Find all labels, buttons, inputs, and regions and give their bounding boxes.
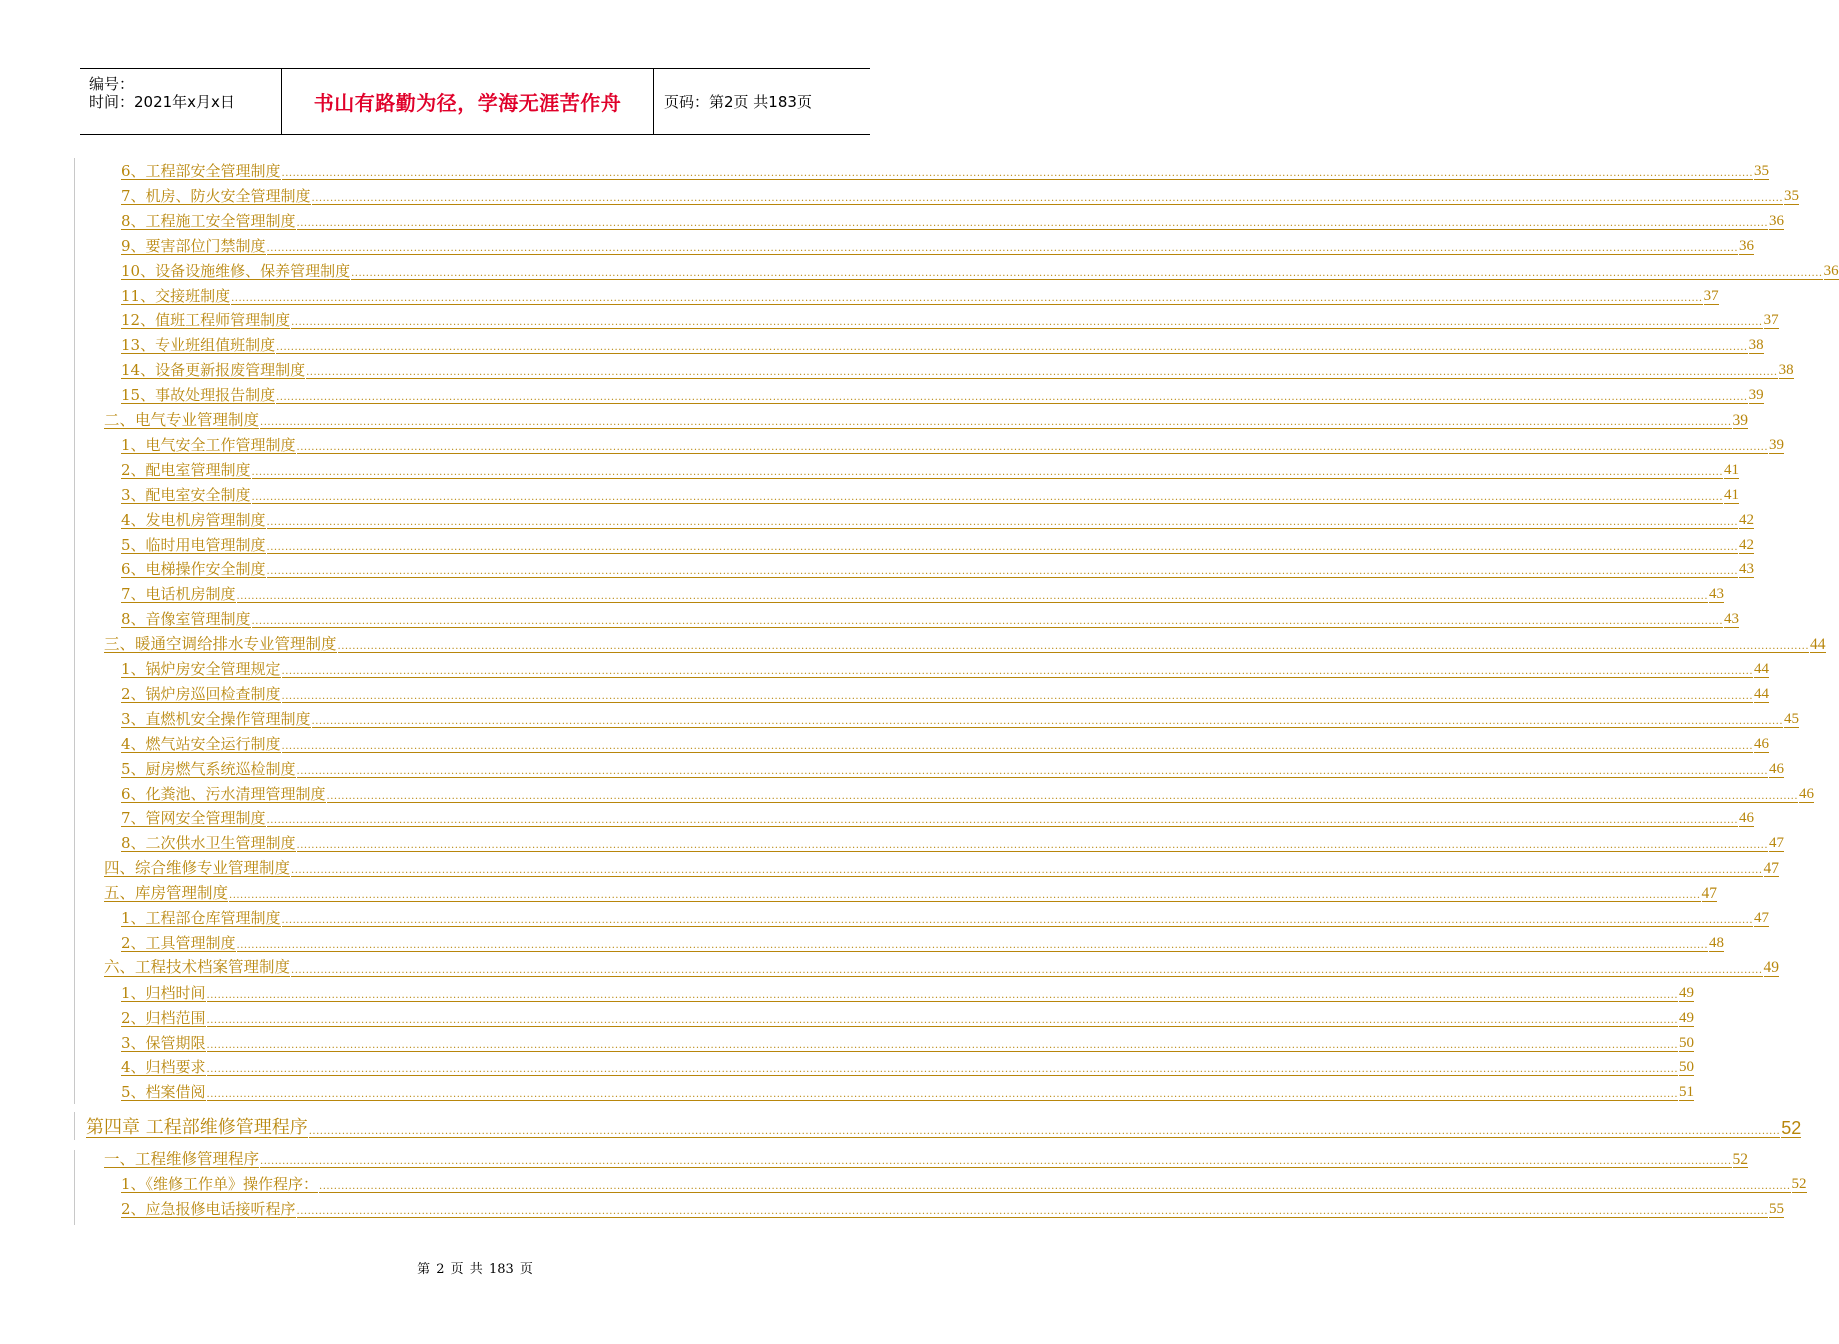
toc-entry-title: 4、归档要求 xyxy=(121,1058,206,1077)
left-margin-rule xyxy=(74,158,75,1104)
toc-entry-page: 52 xyxy=(1791,1176,1807,1193)
toc-leader-dots: ................................................................................................................................................................................................................................................................................................................................................................................................................ xyxy=(206,1014,1679,1026)
toc-entry-page: 49 xyxy=(1679,984,1695,1001)
time-label: 时间：2021年x月x日 xyxy=(89,93,235,111)
toc-entry-title: 二、电气专业管理制度 xyxy=(104,410,260,429)
toc-entry-title: 1、锅炉房安全管理规定 xyxy=(121,660,281,678)
footer-total-pages: 183 xyxy=(488,1262,514,1277)
toc-leader-dots: ................................................................................................................................................................................................................................................................................................................................................................................................................ xyxy=(281,666,1754,677)
toc-entry-page: 46 xyxy=(1754,735,1770,752)
toc-entry[interactable] xyxy=(121,1174,1807,1194)
toc-entry-page: 38 xyxy=(1778,362,1794,379)
toc-entry-page: 39 xyxy=(1732,411,1748,429)
toc-entry[interactable] xyxy=(104,958,1779,977)
toc-leader-dots: ................................................................................................................................................................................................................................................................................................................................................................................................................ xyxy=(260,417,1732,428)
toc-entry-title: 2、配电室管理制度 xyxy=(121,460,251,479)
toc-entry[interactable] xyxy=(121,510,1755,529)
toc-entry-title: 11、交接班制度 xyxy=(121,286,231,305)
serial-label: 编号： xyxy=(89,75,135,93)
toc-entry[interactable] xyxy=(121,784,1815,803)
toc-leader-dots: ................................................................................................................................................................................................................................................................................................................................................................................................................ xyxy=(251,491,1724,503)
toc-leader-dots: ................................................................................................................................................................................................................................................................................................................................................................................................................ xyxy=(236,939,1709,951)
toc-entry-title: 5、档案借阅 xyxy=(121,1083,206,1102)
toc-entry-page: 47 xyxy=(1701,884,1717,902)
left-margin-rule xyxy=(74,1112,75,1140)
toc-leader-dots: ................................................................................................................................................................................................................................................................................................................................................................................................................ xyxy=(311,715,1784,727)
toc-leader-dots: ................................................................................................................................................................................................................................................................................................................................................................................................................ xyxy=(231,292,1703,304)
toc-leader-dots: ................................................................................................................................................................................................................................................................................................................................................................................................................ xyxy=(296,840,1769,852)
toc-entry[interactable] xyxy=(121,559,1755,579)
toc-leader-dots: ................................................................................................................................................................................................................................................................................................................................................................................................................ xyxy=(266,566,1739,578)
footer-page-number: 2 xyxy=(436,1262,445,1277)
toc-entry-title: 7、机房、防火安全管理制度 xyxy=(121,186,311,205)
toc-entry[interactable] xyxy=(121,734,1770,753)
toc-leader-dots: ................................................................................................................................................................................................................................................................................................................................................................................................................ xyxy=(281,915,1754,926)
toc-entry[interactable] xyxy=(121,584,1725,604)
toc-entry[interactable] xyxy=(121,385,1764,405)
toc-entry-title: 8、工程施工安全管理制度 xyxy=(121,211,296,230)
toc-entry[interactable] xyxy=(121,286,1719,305)
toc-entry[interactable] xyxy=(121,1008,1695,1027)
toc-entry-page: 45 xyxy=(1784,710,1800,727)
toc-entry-page: 44 xyxy=(1754,661,1770,677)
footer-ye: 页 xyxy=(519,1262,533,1277)
toc-leader-dots: ................................................................................................................................................................................................................................................................................................................................................................................................................ xyxy=(236,591,1709,603)
toc-entry-page: 46 xyxy=(1739,810,1755,827)
toc-entry-title: 5、临时用电管理制度 xyxy=(121,535,266,554)
toc-leader-dots: ................................................................................................................................................................................................................................................................................................................................................................................................................ xyxy=(266,516,1739,528)
toc-entry-page: 35 xyxy=(1784,187,1800,204)
toc-entry-page: 36 xyxy=(1823,262,1839,279)
toc-leader-dots: ................................................................................................................................................................................................................................................................................................................................................................................................................ xyxy=(291,317,1763,329)
toc-leader-dots: ................................................................................................................................................................................................................................................................................................................................................................................................................ xyxy=(206,989,1679,1001)
toc-entry-page: 43 xyxy=(1724,611,1740,628)
toc-entry-title: 五、库房管理制度 xyxy=(104,883,229,902)
toc-entry[interactable] xyxy=(86,1116,1802,1139)
toc-entry[interactable] xyxy=(121,460,1740,479)
toc-entry[interactable] xyxy=(104,634,1826,653)
toc-entry-page: 46 xyxy=(1769,760,1785,777)
toc-entry[interactable] xyxy=(104,858,1779,877)
toc-entry-page: 38 xyxy=(1748,337,1764,354)
toc-entry-title: 2、工具管理制度 xyxy=(121,933,236,952)
toc-leader-dots: ................................................................................................................................................................................................................................................................................................................................................................................................................ xyxy=(281,168,1754,179)
toc-leader-dots: ................................................................................................................................................................................................................................................................................................................................................................................................................ xyxy=(296,765,1769,777)
toc-entry[interactable] xyxy=(121,261,1839,280)
toc-entry-title: 8、音像室管理制度 xyxy=(121,610,251,629)
toc-entry[interactable] xyxy=(121,659,1770,678)
toc-entry-page: 51 xyxy=(1679,1084,1695,1101)
toc-entry-title: 三、暖通空调给排水专业管理制度 xyxy=(104,634,337,653)
toc-entry-page: 55 xyxy=(1769,1201,1785,1217)
toc-entry-title: 10、设备设施维修、保养管理制度 xyxy=(121,261,351,280)
toc-entry-title: 一、工程维修管理程序 xyxy=(104,1149,260,1168)
toc-entry-title: 1、电气安全工作管理制度 xyxy=(121,435,296,454)
toc-entry-title: 7、管网安全管理制度 xyxy=(121,809,266,828)
toc-entry-page: 52 xyxy=(1781,1118,1802,1139)
toc-entry[interactable] xyxy=(121,186,1800,205)
toc-entry-page: 46 xyxy=(1799,785,1815,802)
toc-entry-page: 41 xyxy=(1724,461,1740,478)
toc-entry[interactable] xyxy=(121,435,1785,454)
toc-leader-dots: ................................................................................................................................................................................................................................................................................................................................................................................................................ xyxy=(266,242,1739,254)
toc-entry-page: 47 xyxy=(1754,910,1770,926)
toc-entry-page: 49 xyxy=(1763,959,1779,977)
toc-leader-dots: ................................................................................................................................................................................................................................................................................................................................................................................................................ xyxy=(326,790,1799,802)
toc-leader-dots: ................................................................................................................................................................................................................................................................................................................................................................................................................ xyxy=(281,690,1754,702)
toc-leader-dots: ................................................................................................................................................................................................................................................................................................................................................................................................................ xyxy=(351,267,1823,279)
toc-entry-title: 7、电话机房制度 xyxy=(121,585,236,604)
toc-entry-title: 1、《维修工作单》操作程序： xyxy=(121,1175,319,1194)
toc-entry[interactable] xyxy=(121,1199,1785,1218)
toc-leader-dots: ................................................................................................................................................................................................................................................................................................................................................................................................................ xyxy=(311,192,1784,204)
toc-entry-title: 13、专业班组值班制度 xyxy=(121,336,276,355)
toc-entry[interactable] xyxy=(121,161,1770,180)
toc-entry-page: 43 xyxy=(1739,561,1755,578)
toc-entry-title: 4、发电机房管理制度 xyxy=(121,510,266,529)
toc-entry-title: 3、直燃机安全操作管理制度 xyxy=(121,709,311,728)
toc-entry-title: 5、厨房燃气系统巡检制度 xyxy=(121,759,296,778)
toc-leader-dots: ................................................................................................................................................................................................................................................................................................................................................................................................................ xyxy=(276,392,1748,404)
toc-entry[interactable] xyxy=(104,1149,1748,1168)
toc-entry-title: 2、应急报修电话接听程序 xyxy=(121,1200,296,1218)
toc-entry[interactable] xyxy=(121,709,1800,728)
toc-entry-title: 12、值班工程师管理制度 xyxy=(121,311,291,330)
toc-leader-dots: ................................................................................................................................................................................................................................................................................................................................................................................................................ xyxy=(291,865,1763,877)
toc-leader-dots: ................................................................................................................................................................................................................................................................................................................................................................................................................ xyxy=(251,466,1724,478)
toc-entry-title: 第四章 工程部维修管理程序 xyxy=(86,1117,308,1139)
toc-entry-page: 47 xyxy=(1763,859,1779,877)
toc-entry-title: 8、二次供水卫生管理制度 xyxy=(121,834,296,853)
toc-leader-dots: ................................................................................................................................................................................................................................................................................................................................................................................................................ xyxy=(281,740,1754,752)
toc-entry[interactable] xyxy=(121,759,1785,778)
header-page-label: 页码：第2页 共183页 xyxy=(664,93,812,111)
toc-entry-page: 48 xyxy=(1709,934,1725,951)
toc-leader-dots: ................................................................................................................................................................................................................................................................................................................................................................................................................ xyxy=(296,217,1769,229)
toc-entry[interactable] xyxy=(121,833,1785,853)
footer-ye: 页 xyxy=(450,1262,464,1277)
toc-leader-dots: ................................................................................................................................................................................................................................................................................................................................................................................................................ xyxy=(266,541,1739,553)
toc-entry-page: 50 xyxy=(1679,1034,1695,1051)
toc-entry-title: 15、事故处理报告制度 xyxy=(121,386,276,405)
toc-entry-page: 39 xyxy=(1769,436,1785,453)
toc-leader-dots: ................................................................................................................................................................................................................................................................................................................................................................................................................ xyxy=(206,1039,1679,1051)
toc-leader-dots: ................................................................................................................................................................................................................................................................................................................................................................................................................ xyxy=(296,1206,1769,1217)
toc-leader-dots: ................................................................................................................................................................................................................................................................................................................................................................................................................ xyxy=(266,815,1739,827)
toc-entry-page: 36 xyxy=(1769,212,1785,229)
header-motto: 书山有路勤为径，学海无涯苦作舟 xyxy=(282,69,654,134)
toc-entry-title: 1、归档时间 xyxy=(121,983,206,1002)
toc-leader-dots: ................................................................................................................................................................................................................................................................................................................................................................................................................ xyxy=(260,1156,1732,1168)
toc-entry-title: 四、综合维修专业管理制度 xyxy=(104,858,291,877)
page-header xyxy=(80,68,870,135)
toc-entry[interactable] xyxy=(121,908,1770,927)
toc-leader-dots: ................................................................................................................................................................................................................................................................................................................................................................................................................ xyxy=(276,342,1748,354)
toc-entry[interactable] xyxy=(121,310,1779,330)
toc-entry-title: 1、工程部仓库管理制度 xyxy=(121,909,281,927)
toc-entry-page: 43 xyxy=(1709,586,1725,603)
toc-entry-title: 3、保管期限 xyxy=(121,1033,206,1052)
toc-entry[interactable] xyxy=(121,360,1794,380)
toc-entry-page: 52 xyxy=(1732,1150,1748,1168)
toc-entry[interactable] xyxy=(121,335,1764,355)
toc-entry-title: 6、工程部安全管理制度 xyxy=(121,162,281,180)
toc-entry-title: 6、电梯操作安全制度 xyxy=(121,560,266,579)
toc-entry[interactable] xyxy=(121,485,1740,504)
toc-entry-page: 49 xyxy=(1679,1009,1695,1026)
toc-entry[interactable] xyxy=(121,535,1755,554)
toc-entry-page: 44 xyxy=(1754,685,1770,702)
toc-leader-dots: ................................................................................................................................................................................................................................................................................................................................................................................................................ xyxy=(229,890,1701,902)
toc-entry[interactable] xyxy=(121,983,1695,1002)
toc-entry-page: 39 xyxy=(1748,387,1764,404)
toc-entry-page: 44 xyxy=(1810,635,1826,653)
left-margin-rule xyxy=(74,1150,75,1225)
toc-entry[interactable] xyxy=(121,211,1785,230)
toc-entry-page: 36 xyxy=(1739,237,1755,254)
toc-entry[interactable] xyxy=(121,1033,1695,1052)
toc-leader-dots: ................................................................................................................................................................................................................................................................................................................................................................................................................ xyxy=(296,441,1769,453)
toc-entry-title: 4、燃气站安全运行制度 xyxy=(121,734,281,753)
toc-entry[interactable] xyxy=(121,609,1740,629)
toc-entry-title: 2、归档范围 xyxy=(121,1008,206,1027)
toc-entry-title: 2、锅炉房巡回检查制度 xyxy=(121,684,281,703)
toc-entry-title: 9、要害部位门禁制度 xyxy=(121,236,266,255)
footer-di: 第 xyxy=(417,1262,431,1277)
header-left-cell xyxy=(80,69,282,134)
page-footer xyxy=(0,1258,950,1277)
toc-leader-dots: ................................................................................................................................................................................................................................................................................................................................................................................................................ xyxy=(306,367,1778,379)
toc-entry-page: 41 xyxy=(1724,486,1740,503)
toc-entry-page: 42 xyxy=(1739,511,1755,528)
toc-entry[interactable] xyxy=(121,933,1725,952)
toc-entry-page: 35 xyxy=(1754,163,1770,179)
toc-leader-dots: ................................................................................................................................................................................................................................................................................................................................................................................................................ xyxy=(291,964,1763,976)
toc-entry[interactable] xyxy=(121,236,1755,255)
toc-entry-page: 37 xyxy=(1703,287,1719,304)
toc-entry[interactable] xyxy=(104,883,1717,902)
toc-entry-page: 47 xyxy=(1769,835,1785,852)
toc-entry[interactable] xyxy=(121,1057,1695,1077)
footer-gong: 共 xyxy=(469,1262,483,1277)
toc-entry[interactable] xyxy=(121,1082,1695,1102)
toc-entry[interactable] xyxy=(121,808,1755,828)
toc-entry-title: 3、配电室安全制度 xyxy=(121,485,251,504)
toc-entry[interactable] xyxy=(121,684,1770,703)
toc-leader-dots: ................................................................................................................................................................................................................................................................................................................................................................................................................ xyxy=(206,1064,1679,1076)
toc-leader-dots: ................................................................................................................................................................................................................................................................................................................................................................................................................ xyxy=(337,641,1809,653)
toc-entry-title: 6、化粪池、污水清理管理制度 xyxy=(121,784,326,803)
toc-entry-page: 50 xyxy=(1679,1059,1695,1076)
toc-entry-page: 37 xyxy=(1763,312,1779,329)
toc-leader-dots: ................................................................................................................................................................................................................................................................................................................................................................................................................ xyxy=(206,1089,1679,1101)
toc-leader-dots: ................................................................................................................................................................................................................................................................................................................................................................................................................ xyxy=(319,1181,1791,1193)
toc-entry-title: 六、工程技术档案管理制度 xyxy=(104,958,291,977)
toc-leader-dots: ................................................................................................................................................................................................................................................................................................................................................................................................................ xyxy=(251,616,1724,628)
toc-entry[interactable] xyxy=(104,410,1748,429)
toc-leader-dots: ................................................................................................................................................................................................................................................................................................................................................................................................................ xyxy=(308,1126,1781,1138)
toc-entry-title: 14、设备更新报废管理制度 xyxy=(121,361,306,380)
toc-entry-page: 42 xyxy=(1739,536,1755,553)
